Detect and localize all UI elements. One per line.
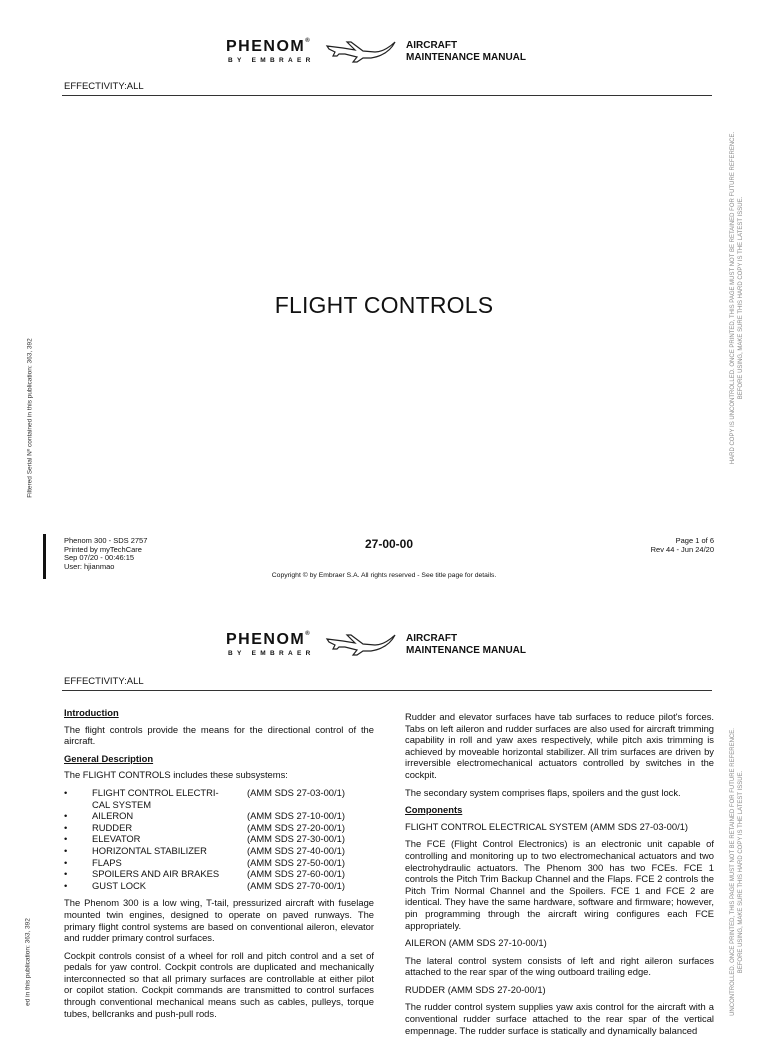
phenom-logo <box>226 631 315 657</box>
subsystem-ref: (AMM SDS 27-20-00/1) <box>247 821 345 833</box>
secondary-system-text: The secondary system comprises flaps, spoilers and the gust lock. <box>405 786 681 798</box>
aileron-text: The lateral control system consists of left and right aileron surfaces attached to the rear spar of the wing outboard trailing edge. <box>405 954 714 978</box>
footer-info-line: Phenom 300 - SDS 2757 <box>64 536 148 545</box>
bullet: • <box>64 844 68 856</box>
subsystem-name: AILERON <box>92 810 134 822</box>
list-item <box>64 787 374 799</box>
list-item <box>64 833 374 845</box>
page-number: Page 1 of 6 <box>675 536 714 545</box>
manual-title-line-2: MAINTENANCE MANUAL <box>406 645 526 656</box>
serial-number-note: ed in this publication: 363, 392 <box>24 918 32 1006</box>
fce-title: FLIGHT CONTROL ELECTRICAL SYSTEM (AMM SDS 27-03-00/1) <box>405 820 689 832</box>
bullet: • <box>64 821 68 833</box>
subsystem-ref: (AMM SDS 27-60-00/1) <box>247 868 345 880</box>
subsystem-ref <box>247 799 374 811</box>
subsystem-ref: (AMM SDS 27-03-00/1) <box>247 786 345 798</box>
footer-info-line: Sep 07/20 - 00:46:15 <box>64 553 135 563</box>
right-column <box>405 711 714 1042</box>
general-description-text: The FLIGHT CONTROLS includes these subsystems: <box>64 769 288 781</box>
subsystem-ref: (AMM SDS 27-50-00/1) <box>247 856 345 868</box>
left-column <box>64 707 374 1025</box>
notice-line-2: BEFORE USING, MAKE SURE THIS HARD COPY IS THE LATEST ISSUE. <box>738 196 744 400</box>
bullet: • <box>64 810 68 822</box>
header-rule <box>62 95 712 96</box>
list-item <box>64 857 374 869</box>
subsystem-ref: (AMM SDS 27-70-00/1) <box>247 879 345 891</box>
rudder-title: RUDDER (AMM SDS 27-20-00/1) <box>405 983 546 995</box>
logo-subtitle: BY EMBRAER <box>228 57 315 64</box>
aircraft-icon <box>325 629 397 657</box>
fce-text: The FCE (Flight Control Electronics) is an electronic unit capable of controlling and monitoring up to two electromechanical actuators and two electrohydraulic actuators. The Phenom 300 has two FCEs. FCE 1 controls the Pitch Trim Backup Channel and the Flaps. FCE 2 controls the Pitch Trim Normal Channel and the Spoilers. FCE 1 and FCE 2 are identical. They have the same hardware, software and firmware; however, pin programming through the aircraft wiring configures each FCE appropriately. <box>405 838 714 931</box>
list-item <box>64 868 374 880</box>
notice-line-1: UNCONTROLLED. ONCE PRINTED, THIS PAGE MUST NOT BE RETAINED FOR FUTURE REFERENCE. <box>730 728 736 1016</box>
logo-tm: ® <box>305 631 312 637</box>
logo-tm: ® <box>305 38 312 44</box>
manual-title-line-1: AIRCRAFT <box>406 40 458 51</box>
subsystem-name: FLIGHT CONTROL ELECTRI- <box>92 786 219 798</box>
header-rule <box>62 690 712 691</box>
bullet: • <box>64 786 68 798</box>
trim-surfaces-text: Rudder and elevator surfaces have tab surfaces to reduce pilot's forces. Tabs on left aileron and rudder surfaces are also used for aircraft trimming capability in roll and yaw axes respectively, while pitch axis trimming is achieved by moveable horizontal stabilizer. All trim surfaces are driven by irreversible electromechanical actuators controlled by switches in the cockpit. <box>405 711 714 780</box>
uncontrolled-copy-notice <box>729 728 745 1016</box>
list-item <box>64 845 374 857</box>
revision: Rev 44 - Jun 24/20 <box>650 544 714 554</box>
subsystem-name: HORIZONTAL STABILIZER <box>92 844 207 856</box>
general-description-heading: General Description <box>64 752 154 764</box>
manual-title <box>406 40 526 64</box>
footer-info-line: User: hjianmao <box>64 561 115 571</box>
rudder-text: The rudder control system supplies yaw axis control for the aircraft with a conventional rudder surface attached to the rear spar of the vertical empennage. The rudder surface is statically and dynamically balanced <box>405 1001 714 1036</box>
introduction-heading: Introduction <box>64 707 119 718</box>
bullet: • <box>64 879 68 891</box>
subsystem-ref: (AMM SDS 27-40-00/1) <box>247 844 345 856</box>
manual-title <box>406 633 526 657</box>
effectivity-label: EFFECTIVITY:ALL <box>64 676 144 687</box>
subsystem-name: GUST LOCK <box>92 879 147 891</box>
subsystem-name: CAL SYSTEM <box>92 798 152 810</box>
list-item <box>64 880 374 892</box>
manual-title-line-2: MAINTENANCE MANUAL <box>406 52 526 63</box>
manual-title-line-1: AIRCRAFT <box>406 633 458 644</box>
logo-subtitle: BY EMBRAER <box>228 650 315 657</box>
aileron-title: AILERON (AMM SDS 27-10-00/1) <box>405 937 547 949</box>
subsystem-name: SPOILERS AND AIR BRAKES <box>92 868 220 880</box>
subsystem-ref: (AMM SDS 27-30-00/1) <box>247 833 345 845</box>
bullet: • <box>64 868 68 880</box>
introduction-text: The flight controls provide the means for the directional control of the aircraft. <box>64 723 374 747</box>
serial-number-note: Filtered Serial Nº contained in this publication: 363, 392 <box>26 338 34 498</box>
subsystem-name: ELEVATOR <box>92 833 141 845</box>
list-item <box>64 810 374 822</box>
subsystem-name: RUDDER <box>92 821 133 833</box>
subsystem-ref: (AMM SDS 27-10-00/1) <box>247 810 345 822</box>
cockpit-controls-text: Cockpit controls consist of a wheel for roll and pitch control and a set of pedals for yaw control. Cockpit controls are duplicated and mechanically interconnected so that all primary surfaces are controllable at either pilot or copilot station. Cockpit commands are transmitted to control surfaces through conventional mechanical means such as cables, pulleys, torque tubes, bellcranks and push-pull rods. <box>64 949 374 1019</box>
chapter-code: 27-00-00 <box>364 537 414 551</box>
list-item <box>64 822 374 834</box>
page-title: FLIGHT CONTROLS <box>274 292 494 318</box>
uncontrolled-copy-notice <box>729 132 745 464</box>
components-heading: Components <box>405 804 463 816</box>
subsystem-name: FLAPS <box>92 856 122 868</box>
subsystem-list <box>64 787 374 891</box>
footer-page-info <box>651 537 714 554</box>
list-item <box>64 799 374 811</box>
phenom-logo <box>226 38 315 64</box>
copyright: Copyright © by Embraer S.A. All rights reserved - See title page for details. <box>271 572 497 579</box>
logo-wordmark: PHENOM <box>226 631 306 648</box>
aircraft-icon <box>325 36 397 64</box>
bullet: • <box>64 856 68 868</box>
effectivity-label: EFFECTIVITY:ALL <box>64 81 144 92</box>
aircraft-overview-text: The Phenom 300 is a low wing, T-tail, pressurized aircraft with fuselage mounted twin engines, designed to operate on paved runways. The primary flight control systems are based on conventional aileron, elevator and rudder primary control surfaces. <box>64 897 374 944</box>
bullet: • <box>64 833 68 845</box>
notice-line-1: HARD COPY IS UNCONTROLLED. ONCE PRINTED, THIS PAGE MUST NOT BE RETAINED FOR FUTURE REFERENCE. <box>730 131 736 465</box>
footer-info-line: Printed by myTechCare <box>64 544 142 554</box>
logo-wordmark: PHENOM <box>226 38 306 55</box>
notice-line-2: BEFORE USING, MAKE SURE THIS HARD COPY IS THE LATEST ISSUE. <box>738 770 744 974</box>
